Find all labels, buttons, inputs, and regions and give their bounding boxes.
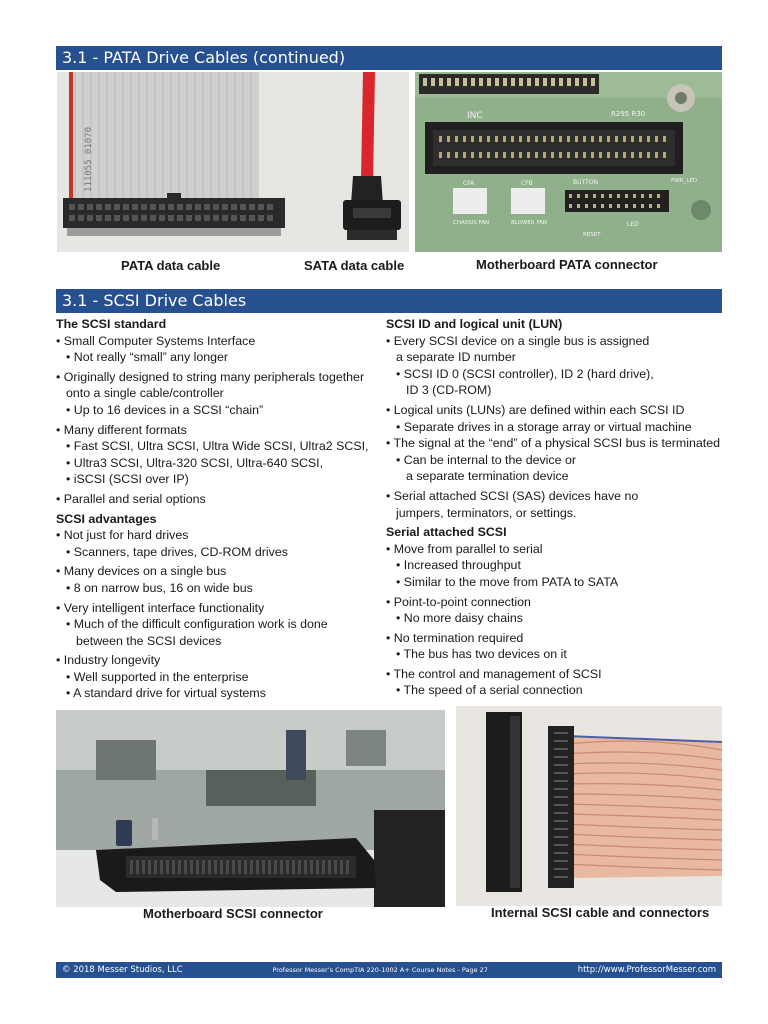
pcb-label-blower-fan: BLOWER FAN	[511, 220, 547, 226]
list-item: • Not just for hard drives	[56, 528, 189, 543]
list-item: • Small Computer Systems Interface	[56, 333, 256, 348]
list-item: • Every SCSI device on a single bus is assigned	[386, 333, 650, 348]
list-item: • Well supported in the enterprise	[66, 669, 249, 684]
list-item: • Fast SCSI, Ultra SCSI, Ultra Wide SCSI, Ultra2 SCSI,	[66, 439, 369, 454]
list-item: • No more daisy chains	[396, 611, 523, 626]
list-item: • The signal at the “end” of a physical SCSI bus is terminated	[386, 436, 721, 451]
list-item: • Can be internal to the device or	[396, 452, 576, 467]
pcb-label-cfb: CFB	[521, 180, 533, 187]
pcb-label-button: BUTTON	[573, 179, 598, 186]
list-item: • Very intelligent interface functionality	[56, 600, 265, 615]
caption-pata-data-cable: PATA data cable	[121, 258, 221, 273]
pcb-label-r295: R295 R30	[611, 110, 646, 118]
section-header-pata	[56, 46, 722, 70]
list-item: • Separate drives in a storage array or virtual machine	[396, 419, 692, 434]
section-title-pata: 3.1 - PATA Drive Cables (continued)	[62, 48, 346, 67]
caption-internal-scsi-cable: Internal SCSI cable and connectors	[491, 905, 710, 920]
photo-motherboard-pata	[415, 72, 722, 252]
list-item-continuation: a separate termination device	[406, 469, 569, 484]
footer-course-notes: Professor Messer’s CompTIA 220-1002 A+ Course Notes - Page 27	[272, 966, 488, 974]
list-item: • Similar to the move from PATA to SATA	[396, 574, 619, 589]
photo-motherboard-scsi	[56, 710, 445, 907]
pcb-label-cfa: CFA	[463, 180, 475, 187]
list-item: • SCSI ID 0 (SCSI controller), ID 2 (hard drive),	[396, 366, 654, 381]
photo-internal-scsi-cable	[456, 706, 722, 906]
list-item: • Many devices on a single bus	[56, 564, 227, 579]
list-item-continuation: a separate ID number	[396, 350, 516, 365]
list-item-continuation: ID 3 (CD-ROM)	[406, 383, 492, 398]
list-item: • The bus has two devices on it	[396, 647, 567, 662]
list-item: • Many different formats	[56, 422, 187, 437]
list-item: • Up to 16 devices in a SCSI “chain”	[66, 402, 264, 417]
section-header-scsi	[56, 289, 722, 313]
list-item: • Increased throughput	[396, 558, 521, 573]
list-item: • Much of the difficult configuration work is done	[66, 617, 328, 632]
scsi-right-column	[386, 316, 726, 699]
pcb-label-reset: RESET	[583, 232, 601, 238]
list-item: • Industry longevity	[56, 653, 161, 668]
heading-scsi-standard: The SCSI standard	[56, 317, 167, 331]
heading-scsi-id-lun: SCSI ID and logical unit (LUN)	[386, 317, 563, 331]
pcb-label-chassis-fan: CHASSIS FAN	[453, 220, 490, 226]
list-item: • A standard drive for virtual systems	[66, 686, 266, 701]
list-item: • Originally designed to string many peripherals together	[56, 369, 365, 384]
list-item: • Serial attached SCSI (SAS) devices have no	[386, 488, 639, 503]
heading-scsi-advantages: SCSI advantages	[56, 511, 157, 526]
cable-print-text: 111055 01070	[84, 126, 94, 192]
pcb-label-led: LED	[627, 221, 639, 228]
scsi-left-column	[56, 316, 382, 702]
footer-copyright: © 2018 Messer Studios, LLC	[62, 965, 183, 975]
list-item: • The speed of a serial connection	[396, 683, 583, 698]
list-item: • Not really “small” any longer	[66, 350, 229, 365]
page-footer	[56, 962, 722, 978]
list-item: • Point-to-point connection	[386, 594, 531, 609]
caption-motherboard-pata: Motherboard PATA connector	[476, 257, 658, 272]
list-item: • Logical units (LUNs) are defined within each SCSI ID	[386, 402, 685, 417]
list-item: • Parallel and serial options	[56, 491, 206, 506]
pcb-label-pwr-led: PWR_LED	[671, 178, 698, 184]
list-item-continuation: onto a single cable/controller	[66, 386, 224, 401]
list-item: • Move from parallel to serial	[386, 541, 543, 556]
list-item: • Scanners, tape drives, CD-ROM drives	[66, 544, 288, 559]
list-item: • No termination required	[386, 630, 524, 645]
list-item: • iSCSI (SCSI over IP)	[66, 472, 189, 487]
caption-motherboard-scsi: Motherboard SCSI connector	[143, 906, 323, 921]
list-item-continuation: jumpers, terminators, or settings.	[396, 505, 577, 520]
footer-website-link[interactable]: http://www.ProfessorMesser.com	[577, 965, 716, 975]
caption-sata-data-cable: SATA data cable	[304, 258, 405, 273]
list-item: • 8 on narrow bus, 16 on wide bus	[66, 580, 253, 595]
list-item: • Ultra3 SCSI, Ultra-320 SCSI, Ultra-640 SCSI,	[66, 455, 324, 470]
section-title-scsi: 3.1 - SCSI Drive Cables	[62, 291, 247, 310]
list-item: • The control and management of SCSI	[386, 666, 602, 681]
pcb-label-inc: INC	[467, 111, 483, 121]
heading-serial-attached-scsi: Serial attached SCSI	[386, 525, 507, 540]
list-item-continuation: between the SCSI devices	[76, 633, 222, 648]
photo-pata-sata-cables	[57, 72, 409, 252]
